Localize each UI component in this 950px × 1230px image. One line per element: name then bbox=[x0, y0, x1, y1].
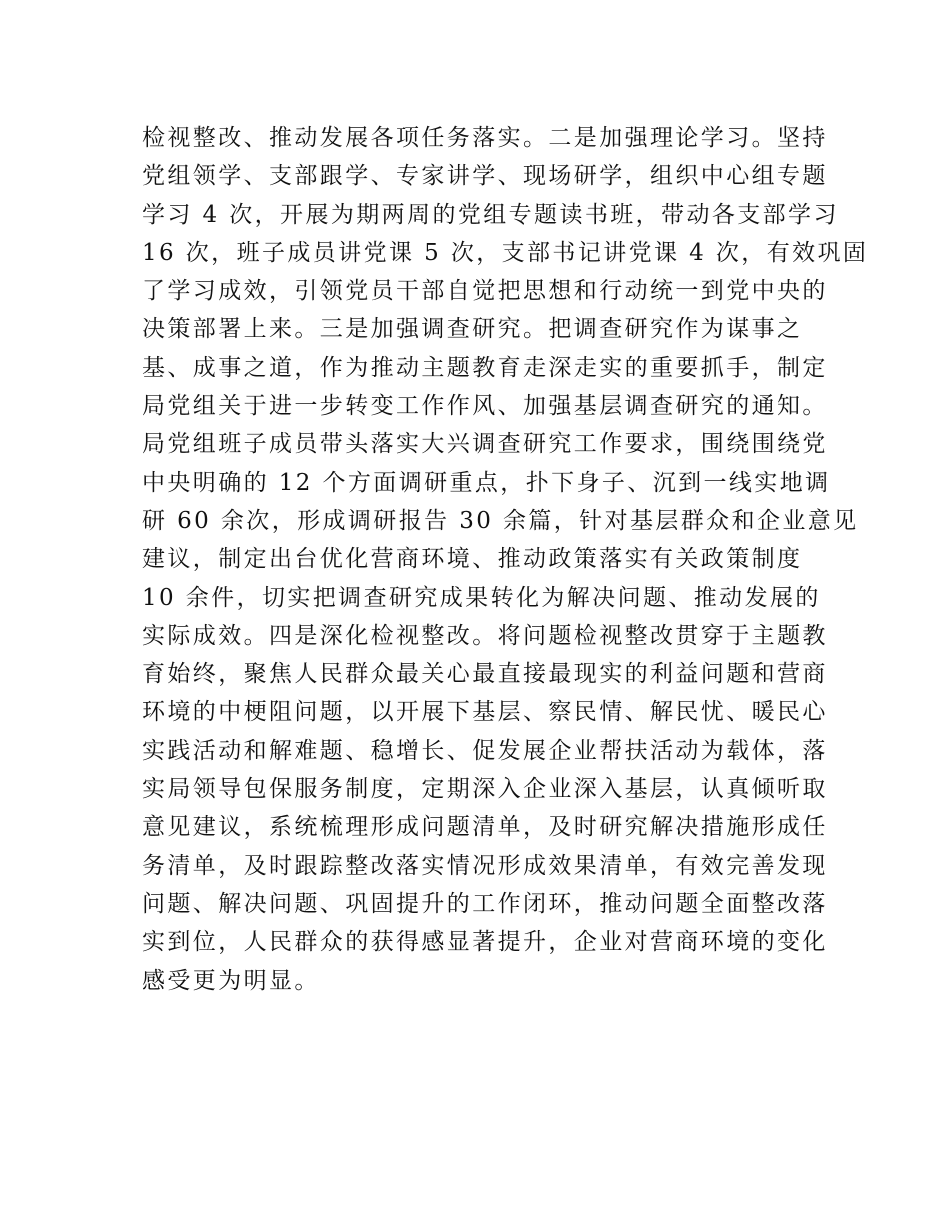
text-line: 建议，制定出台优化营商环境、推动政策落实有关政策制度 bbox=[142, 546, 803, 573]
text-line: 学习 4 次，开展为期两周的党组专题读书班，带动各支部学习 bbox=[142, 201, 839, 228]
text-line: 实践活动和解难题、稳增长、促发展企业帮扶活动为载体，落 bbox=[142, 737, 828, 764]
text-line: 务清单，及时跟踪整改落实情况形成效果清单，有效完善发现 bbox=[142, 852, 828, 879]
text-line: 16 次，班子成员讲党课 5 次，支部书记讲党课 4 次，有效巩固 bbox=[142, 239, 869, 266]
text-line: 检视整改、推动发展各项任务落实。二是加强理论学习。坚持 bbox=[142, 125, 828, 151]
text-line: 育始终，聚焦人民群众最关心最直接最现实的利益问题和营商 bbox=[142, 661, 828, 688]
text-line: 实际成效。四是深化检视整改。将问题检视整改贯穿于主题教 bbox=[142, 622, 828, 649]
text-line: 决策部署上来。三是加强调查研究。把调查研究作为谋事之 bbox=[142, 316, 803, 343]
text-line: 党组领学、支部跟学、专家讲学、现场研学，组织中心组专题 bbox=[142, 163, 828, 190]
text-line: 意见建议，系统梳理形成问题清单，及时研究解决措施形成任 bbox=[142, 814, 828, 841]
text-line: 10 余件，切实把调查研究成果转化为解决问题、推动发展的 bbox=[142, 584, 821, 611]
text-line: 问题、解决问题、巩固提升的工作闭环，推动问题全面整改落 bbox=[142, 890, 828, 917]
text-line: 环境的中梗阻问题，以开展下基层、察民情、解民忧、暖民心 bbox=[142, 699, 828, 726]
text-line: 实局领导包保服务制度，定期深入企业深入基层，认真倾听取 bbox=[142, 776, 828, 803]
text-line: 研 60 余次，形成调研报告 30 余篇，针对基层群众和企业意见 bbox=[142, 507, 859, 534]
body-paragraph bbox=[142, 119, 869, 1000]
text-line: 感受更为明显。 bbox=[142, 967, 320, 994]
text-line: 局党组关于进一步转变工作作风、加强基层调查研究的通知。 bbox=[142, 393, 828, 420]
text-line: 了学习成效，引领党员干部自觉把思想和行动统一到党中央的 bbox=[142, 278, 828, 305]
text-line: 局党组班子成员带头落实大兴调查研究工作要求，围绕围绕党 bbox=[142, 431, 828, 458]
text-line: 中央明确的 12 个方面调研重点，扑下身子、沉到一线实地调 bbox=[142, 469, 831, 496]
text-line: 基、成事之道，作为推动主题教育走深走实的重要抓手，制定 bbox=[142, 354, 828, 381]
text-line: 实到位，人民群众的获得感显著提升，企业对营商环境的变化 bbox=[142, 929, 828, 956]
